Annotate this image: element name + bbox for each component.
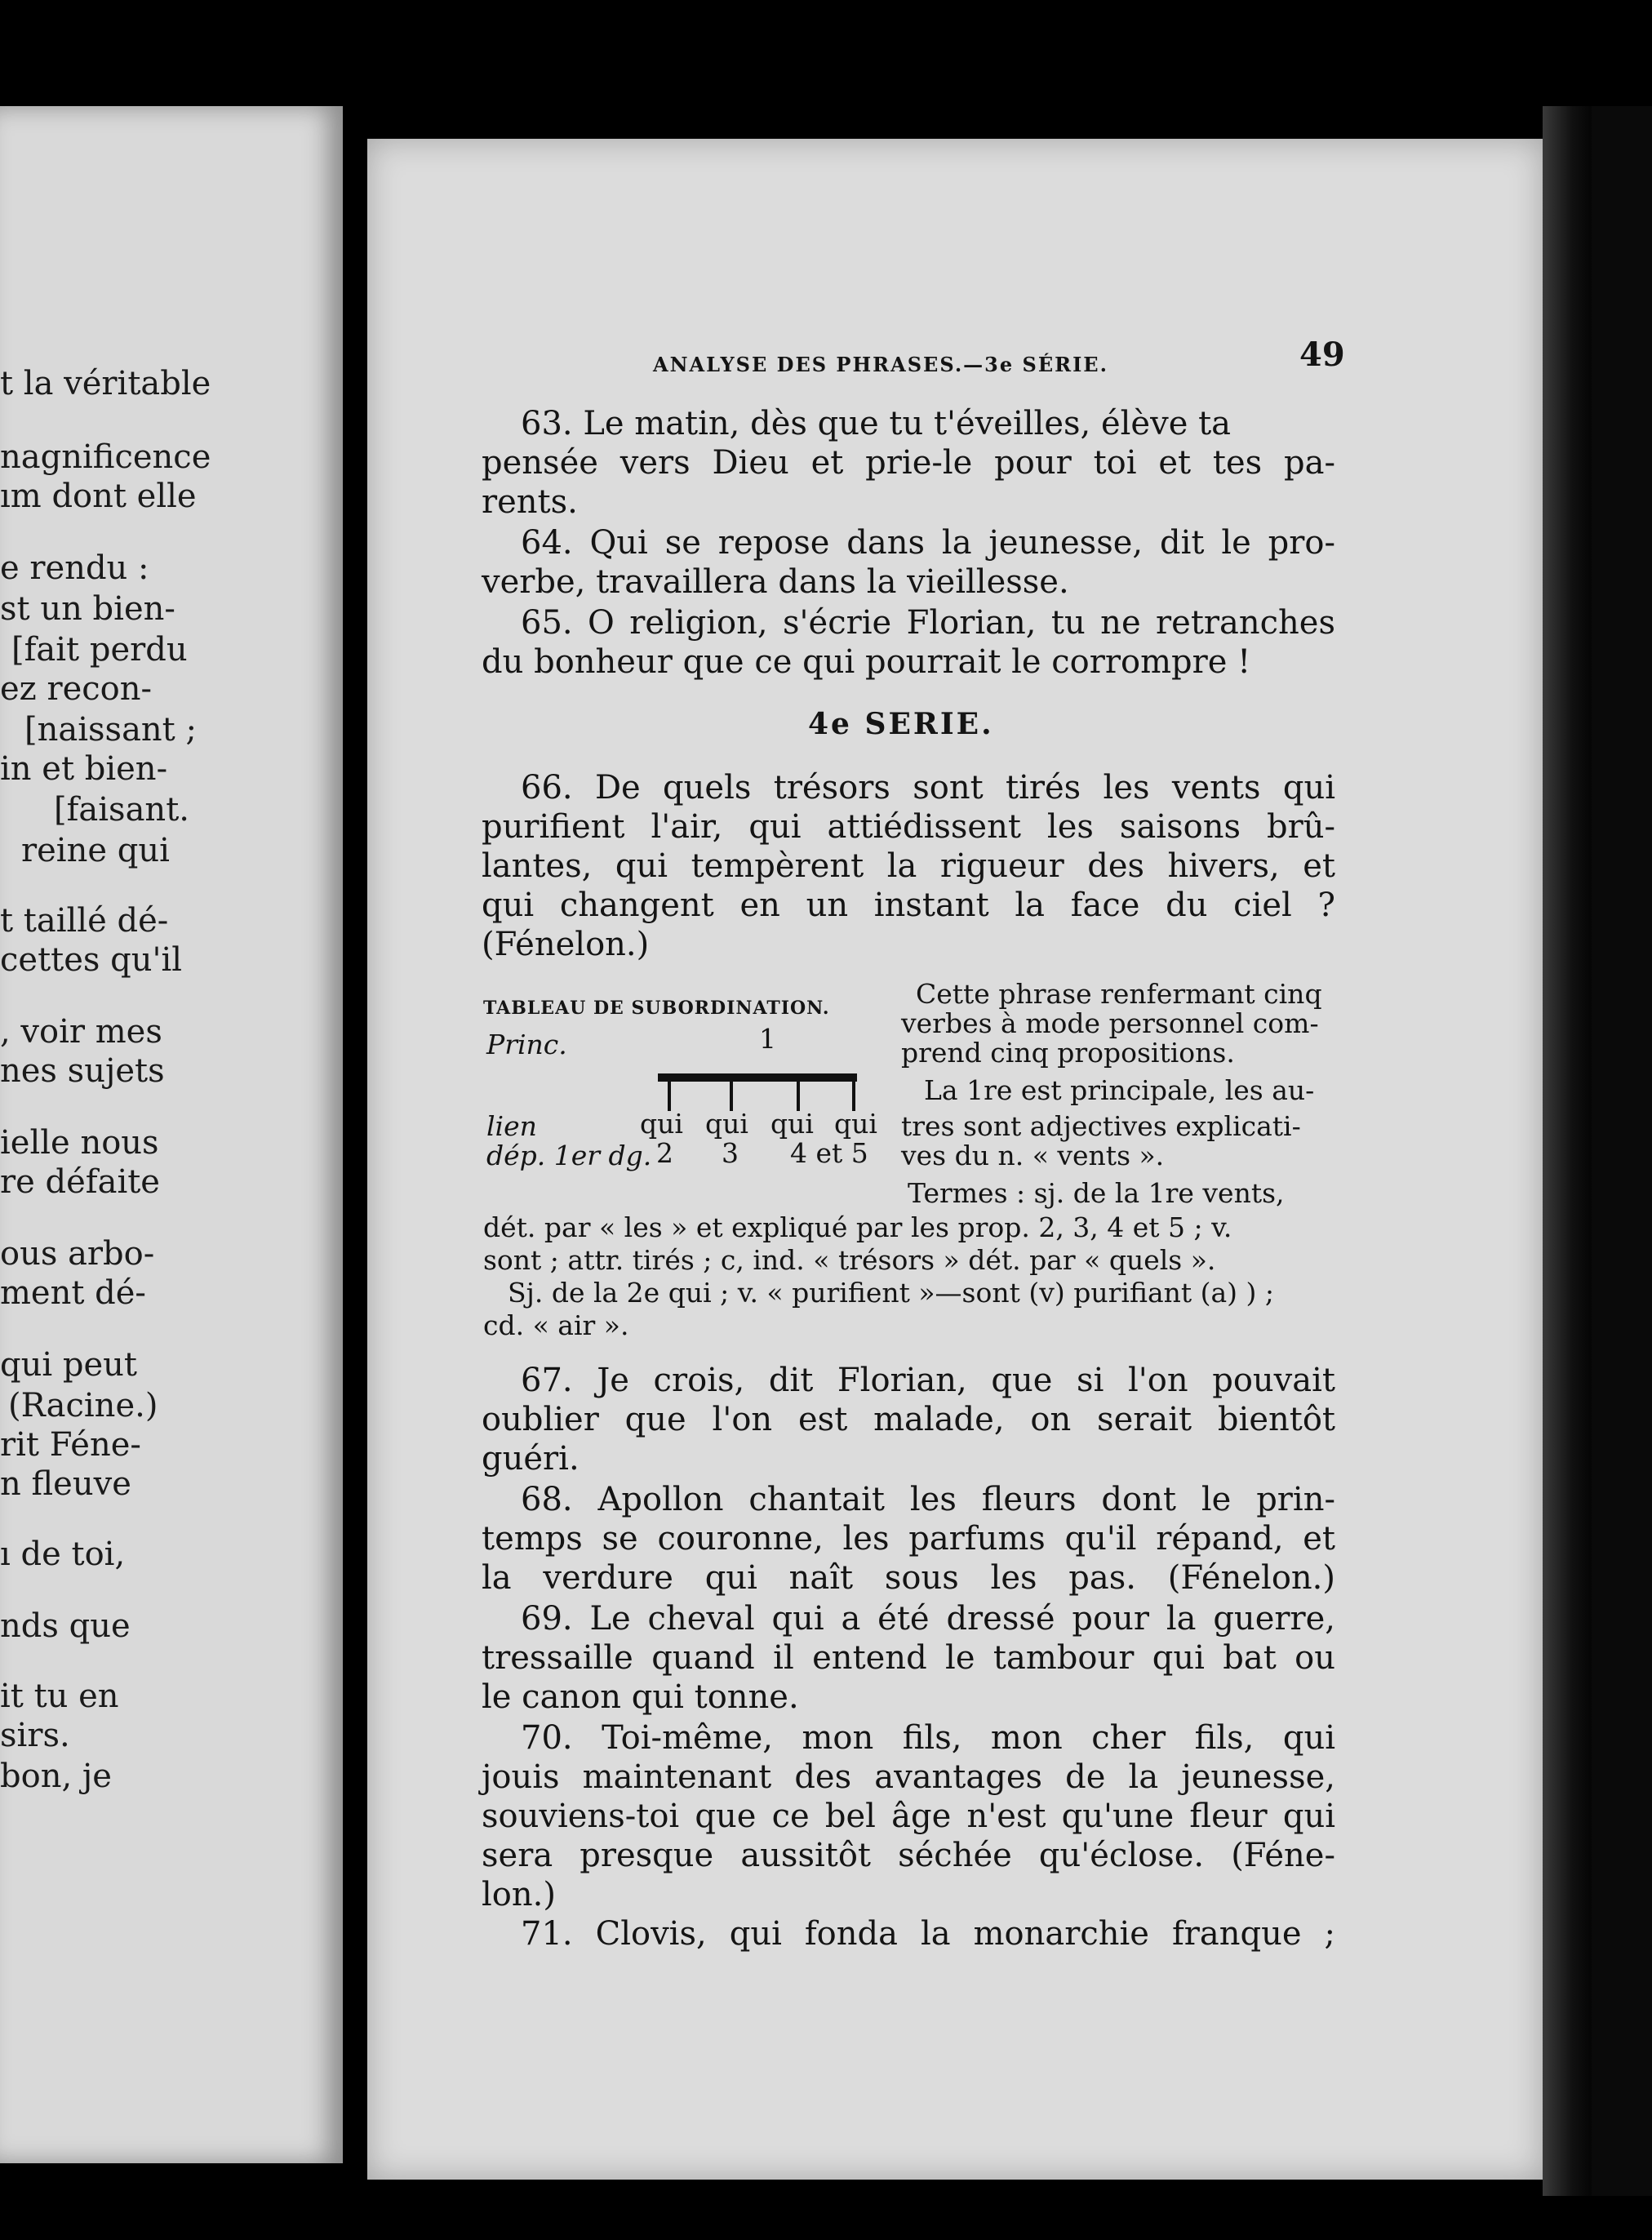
text-line: guéri. [482,1440,580,1478]
left-page-line: e rendu : [0,549,149,587]
left-page-line: (Racine.) [8,1387,158,1424]
text-line: jouis maintenant des avantages de la jeunesse, [482,1758,1335,1796]
analysis-line: La 1re est principale, les au- [924,1074,1315,1106]
text-line: (Fénelon.) [482,926,650,963]
tableau-dep-label: dép. 1er dg. [486,1140,652,1171]
analysis-line: dét. par « les » et expliqué par les prop. 2, 3, 4 et 5 ; v. [483,1211,1232,1243]
diagram-qui-label: qui [640,1108,683,1140]
left-page-line: ım dont elle [0,478,197,515]
text-line: la verdure qui naît sous les pas. (Fénelon.) [482,1559,1335,1597]
analysis-line: tres sont adjectives explicati- [901,1110,1301,1142]
text-line: verbe, travaillera dans la vieillesse. [482,563,1069,601]
text-line: temps se couronne, les parfums qu'il répand, et [482,1520,1335,1558]
book-binding-gutter [343,106,367,2163]
text-line: qui changent en un instant la face du ciel ? [482,887,1335,924]
diagram-prop-number: 3 [722,1137,739,1169]
text-line: 71. Clovis, qui fonda la monarchie franque ; [521,1915,1335,1953]
text-line: du bonheur que ce qui pourrait le corrompre ! [482,643,1251,681]
tableau-title: TABLEAU DE SUBORDINATION. [483,998,830,1019]
analysis-line: ves du n. « vents ». [901,1140,1165,1171]
left-page-line: it tu en [0,1678,119,1715]
diagram-qui-label: qui [834,1108,877,1140]
text-line: 67. Je crois, dit Florian, que si l'on pouvait [521,1362,1335,1399]
left-page-line: ielle nous [0,1124,159,1162]
analysis-line: sont ; attr. tirés ; c, ind. « trésors » dét. par « quels ». [483,1244,1216,1276]
text-line: oublier que l'on est malade, on serait bientôt [482,1401,1335,1438]
diagram-prop-number: 2 [656,1137,673,1169]
text-line: 66. De quels trésors sont tirés les vents qui [521,769,1335,807]
text-line: 63. Le matin, dès que tu t'éveilles, élève ta [521,405,1231,442]
diagram-qui-label: qui [770,1108,814,1140]
text-line: pensée vers Dieu et prie-le pour toi et tes pa- [482,444,1335,482]
left-page-line: sirs. [0,1717,70,1754]
running-title: ANALYSE DES PHRASES.—3e SÉRIE. [653,353,1108,376]
text-line: 70. Toi-même, mon fils, mon cher fils, qui [521,1719,1335,1757]
diagram-tick [797,1078,800,1111]
left-page-line: [naissant ; [24,711,197,749]
left-page-line: t taillé dé- [0,902,169,940]
left-page-line: in et bien- [0,750,168,788]
text-line: lantes, qui tempèrent la rigueur des hivers, et [482,847,1335,885]
analysis-line: Termes : sj. de la 1re vents, [908,1177,1285,1209]
diagram-tick [852,1078,855,1111]
left-page-line: ez recon- [0,670,153,708]
left-page-line: ı de toi, [0,1536,126,1573]
text-line: rents. [482,483,578,521]
text-line: 69. Le cheval qui a été dressé pour la guerre, [521,1600,1335,1638]
text-line: purifient l'air, qui attiédissent les saisons brû- [482,808,1335,846]
analysis-line: cd. « air ». [483,1309,629,1341]
left-page-line: ment dé- [0,1274,146,1312]
text-line: 64. Qui se repose dans la jeunesse, dit le pro- [521,524,1335,562]
book-cover-edge [1543,106,1652,2196]
diagram-qui-label: qui [705,1108,748,1140]
left-page-line: rit Féne- [0,1426,141,1464]
left-page-line: nes sujets [0,1052,165,1090]
analysis-line: prend cinq propositions. [901,1037,1235,1069]
tableau-princ-label: Princ. [486,1029,567,1060]
analysis-line: Cette phrase renfermant cinq [916,978,1322,1010]
left-page-line: cettes qu'il [0,941,183,979]
left-page-line: nagnificence [0,438,211,476]
left-page-line: ous arbo- [0,1235,155,1273]
diagram-tick [668,1078,671,1111]
diagram-princ-number: 1 [759,1023,776,1055]
text-line: souviens-toi que ce bel âge n'est qu'une fleur qui [482,1798,1335,1835]
diagram-prop-number: 4 et 5 [790,1137,868,1169]
left-page-line: qui peut [0,1346,137,1384]
left-page-line: t la véritable [0,365,211,402]
left-page-line: reine qui [21,832,170,869]
left-page-line: nds que [0,1607,131,1645]
left-page-line: [fait perdu [11,631,188,669]
analysis-line: Sj. de la 2e qui ; v. « purifient »—sont (v) purifiant (a) ) ; [508,1277,1275,1309]
text-line: sera presque aussitôt séchée qu'éclose. (Féne- [482,1837,1335,1874]
left-page-line: [faisant. [54,791,189,829]
tableau-lien-label: lien [486,1110,537,1142]
left-facing-page [0,106,343,2163]
left-page-line: bon, je [0,1758,112,1795]
section-title: 4e SERIE. [808,707,994,741]
diagram-bracket-bar [658,1073,857,1082]
text-line: lon.) [482,1876,556,1913]
left-page-line: , voir mes [0,1013,162,1051]
diagram-tick [730,1078,733,1111]
left-page-line: n fleuve [0,1465,131,1503]
left-page-line: st un bien- [0,590,175,628]
text-line: tressaille quand il entend le tambour qui bat ou [482,1639,1335,1677]
text-line: 68. Apollon chantait les fleurs dont le prin- [521,1481,1335,1518]
analysis-line: verbes à mode personnel com- [901,1007,1319,1039]
text-line: 65. O religion, s'écrie Florian, tu ne retranches [521,604,1335,642]
text-line: le canon qui tonne. [482,1678,799,1716]
page-number: 49 [1299,336,1345,374]
left-page-line: re défaite [0,1163,160,1201]
